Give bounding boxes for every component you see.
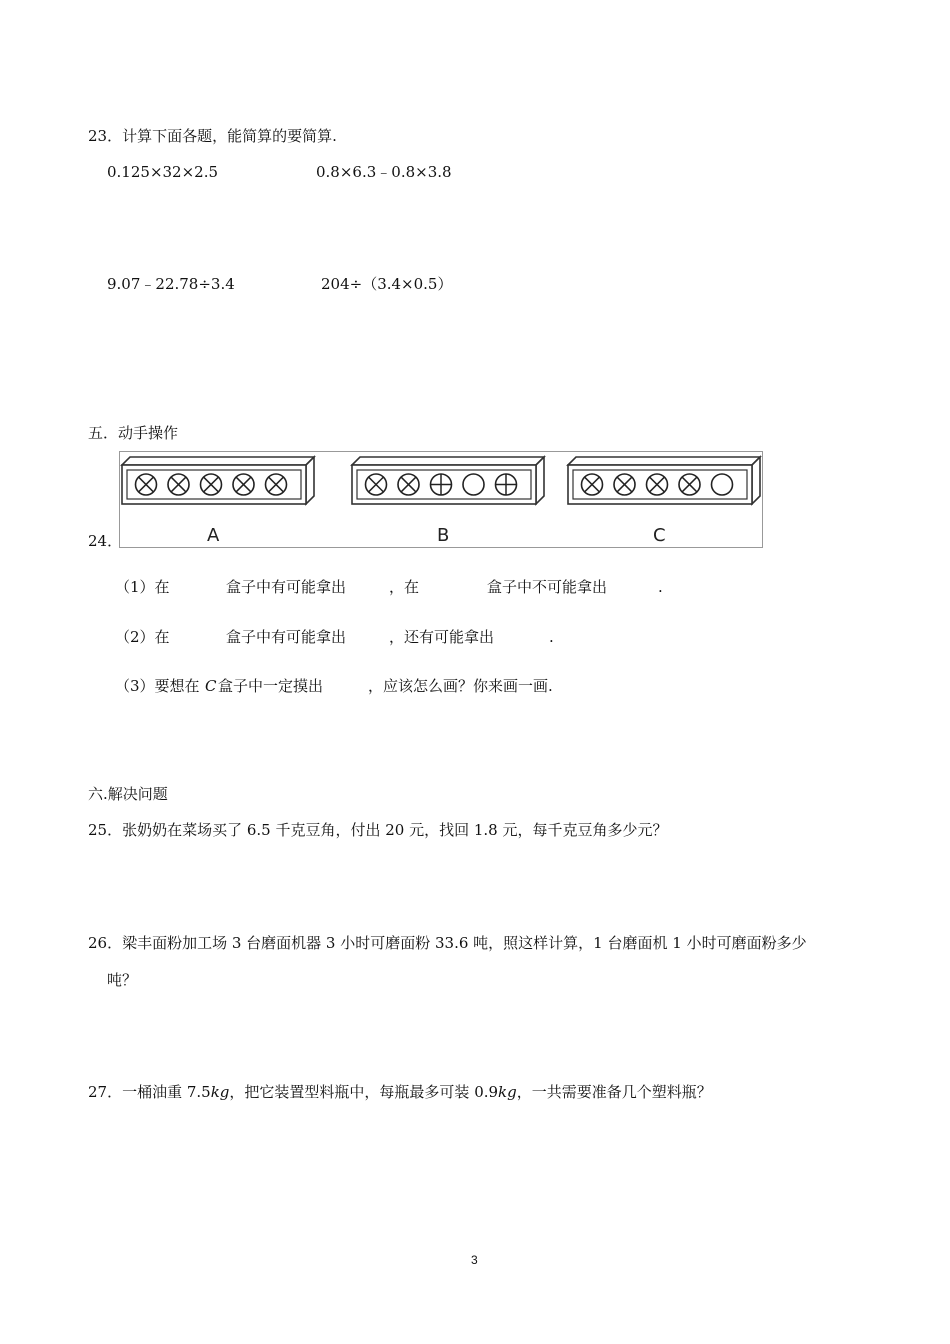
q24-p3-part-a: （3）要想在 [115,677,200,695]
q23-expression-1: 0.125×32×2.5 [107,163,219,181]
q24-p1-part-e: . [658,578,663,596]
q24-p3-part-d: ，应该怎么画？你来画一画. [368,677,553,695]
x-ball-icon [679,474,700,495]
q24-p2-part-a: （2）在 [115,628,170,646]
q24-p1-part-a: （1）在 [115,578,170,596]
q27-unit-2: kg [498,1083,517,1101]
section-6-title: 六.解决问题 [88,785,168,803]
x-ball-icon [398,474,419,495]
plus-ball-icon [431,474,452,495]
q24-p1-part-b: 盒子中有可能拿出 [226,578,347,596]
x-ball-icon [614,474,635,495]
ball-box-a [122,457,314,546]
box-label-b: B [437,525,450,546]
box-label-a: A [207,525,220,546]
x-ball-icon [582,474,603,495]
ball-box-c [568,457,760,546]
q27-part-a: 27．一桶油重 7.5 [88,1083,211,1101]
ball-boxes-figure [119,451,763,548]
q24-p2-part-c: ，还有可能拿出 [389,628,495,646]
box-label-c: C [653,525,666,546]
q23-expression-2: 0.8×6.3﹣0.8×3.8 [316,163,452,181]
q23-title: 23．计算下面各题，能简算的要简算. [88,127,337,145]
ball-box-b [352,457,544,546]
plus-ball-icon [496,474,517,495]
x-ball-icon [233,474,254,495]
plain-ball-icon [463,474,484,495]
x-ball-icon [366,474,387,495]
q23-expression-4: 204÷（3.4×0.5） [321,275,453,293]
x-ball-icon [266,474,287,495]
q23-expression-3: 9.07﹣22.78÷3.4 [107,275,235,293]
q24-p2-part-b: 盒子中有可能拿出 [226,628,347,646]
q24-p3-box-letter: C [205,677,217,695]
q26-line-1: 26．梁丰面粉加工场 3 台磨面机器 3 小时可磨面粉 33.6 吨，照这样计算，1 台磨面机 1 小时可磨面粉多少 [88,934,807,952]
q27-part-c: ，把它装置型料瓶中，每瓶最多可装 0.9 [229,1083,499,1101]
q27-part-e: ，一共需要准备几个塑料瓶？ [516,1083,712,1101]
q24-p3-part-c: 盒子中一定摸出 [218,677,324,695]
page-number: 3 [471,1253,478,1267]
q24-p1-part-d: 盒子中不可能拿出 [487,578,608,596]
q27-text [88,1083,712,1101]
q26-line-2: 吨？ [107,971,138,989]
q24-p2-part-d: . [549,628,554,646]
x-ball-icon [647,474,668,495]
q25-text: 25．张奶奶在菜场买了 6.5 千克豆角，付出 20 元，找回 1.8 元，每千克豆角多少元？ [88,821,668,839]
plain-ball-icon [712,474,733,495]
section-5-title: 五．动手操作 [88,424,179,442]
x-ball-icon [136,474,157,495]
q27-unit-1: kg [210,1083,230,1101]
q24-number: 24． [88,532,123,550]
q24-p1-part-c: ，在 [389,578,420,596]
x-ball-icon [201,474,222,495]
x-ball-icon [168,474,189,495]
